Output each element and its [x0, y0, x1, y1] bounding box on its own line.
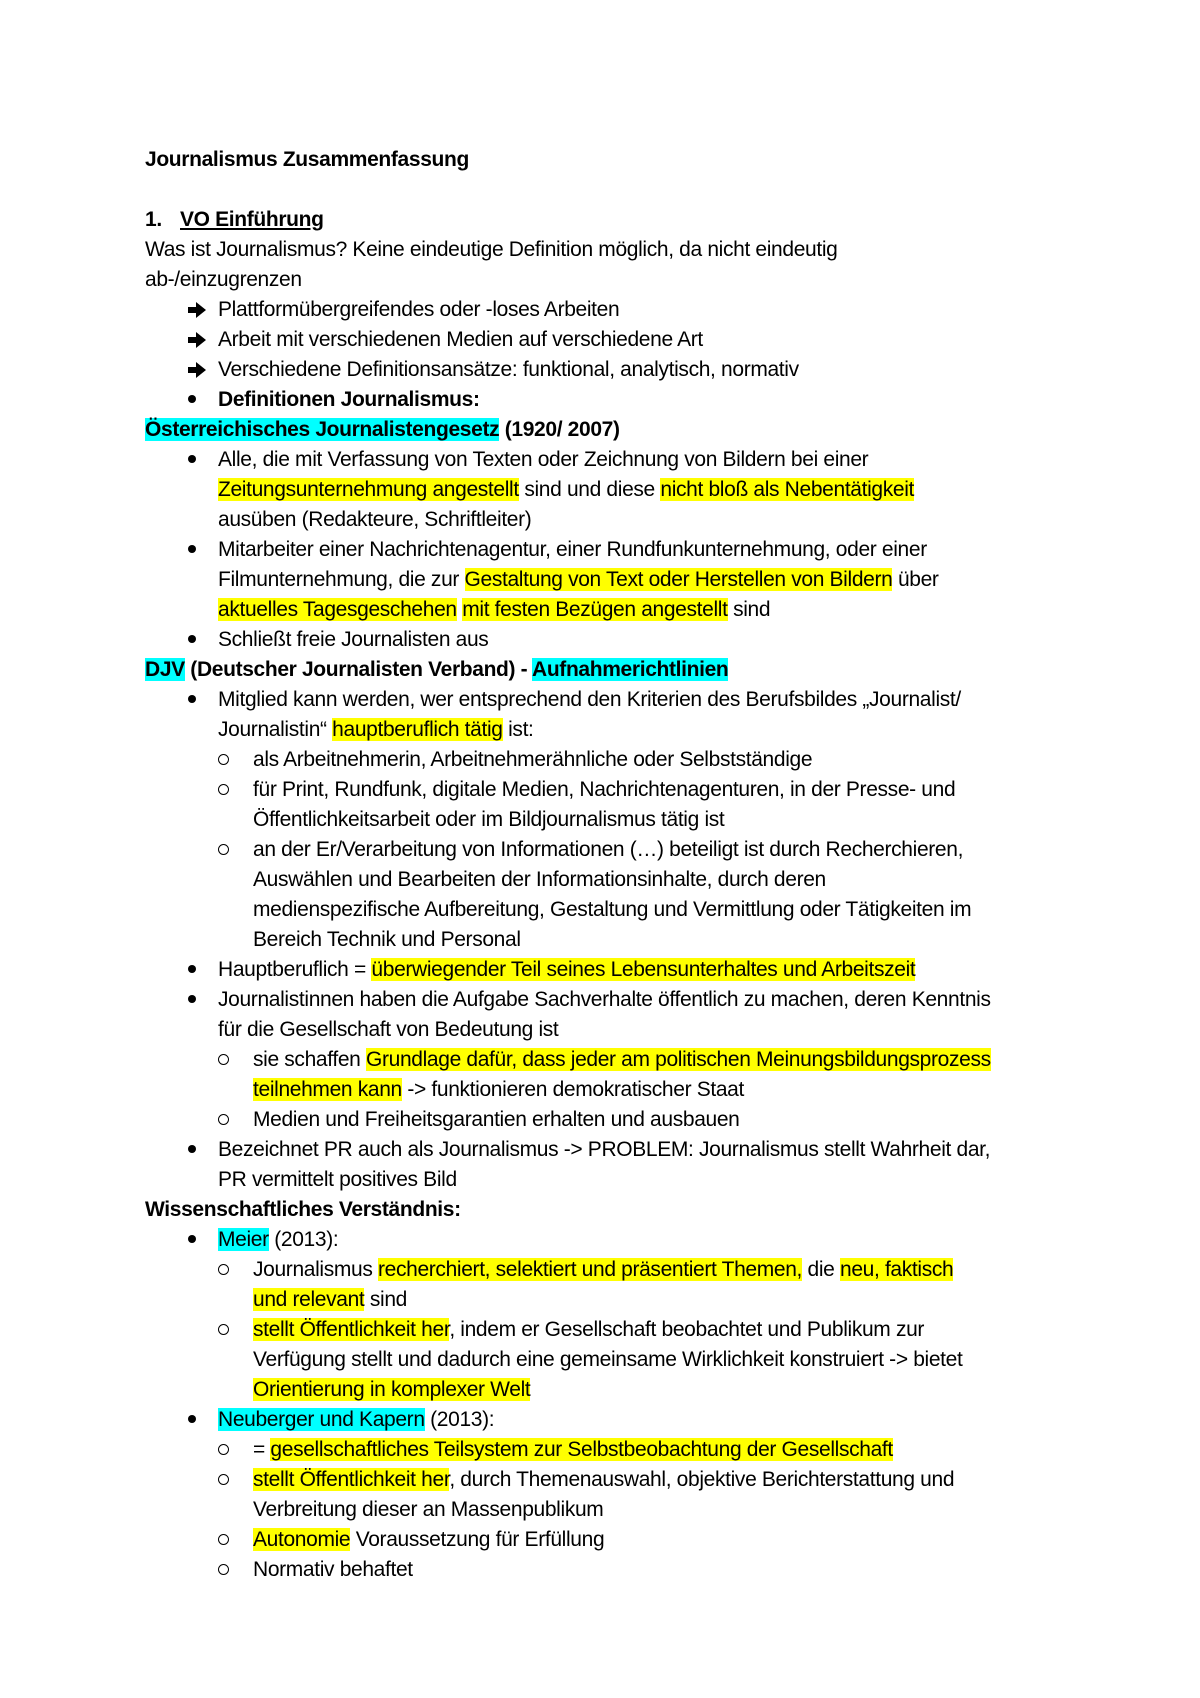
bullet-icon — [188, 965, 196, 973]
intro-line: ab-/einzugrenzen — [145, 268, 302, 291]
intro-line: Was ist Journalismus? Keine eindeutige Definition möglich, da nicht eindeutig — [145, 238, 838, 261]
sub-item-text: Medien und Freiheitsgarantien erhalten und ausbauen — [253, 1108, 740, 1131]
list-item-text: Neuberger und Kapern (2013): — [218, 1408, 495, 1431]
djv-heading: DJV (Deutscher Journalisten Verband) - Aufnahmerichtlinien — [145, 658, 729, 681]
sub-item-text: Öffentlichkeitsarbeit oder im Bildjournalismus tätig ist — [253, 808, 725, 831]
sub-bullet-icon — [218, 1054, 229, 1065]
sub-bullet-icon — [218, 1474, 229, 1485]
sub-item-text: stellt Öffentlichkeit her, indem er Gesellschaft beobachtet und Publikum zur — [253, 1318, 925, 1341]
bullet-icon — [188, 1145, 196, 1153]
wissenschaft-heading: Wissenschaftliches Verständnis: — [145, 1198, 461, 1221]
sub-bullet-icon — [218, 1444, 229, 1455]
sub-bullet-icon — [218, 1264, 229, 1275]
sub-bullet-icon — [218, 784, 229, 795]
list-item-text: PR vermittelt positives Bild — [218, 1168, 457, 1191]
definitionen-label: Definitionen Journalismus: — [218, 388, 480, 411]
list-item-text: ausüben (Redakteure, Schriftleiter) — [218, 508, 532, 531]
section-number: 1. — [145, 208, 162, 231]
sub-bullet-icon — [218, 1114, 229, 1125]
sub-item-text: und relevant sind — [253, 1288, 407, 1311]
arrow-bullet-icon — [187, 325, 207, 355]
bullet-icon — [188, 995, 196, 1003]
sub-item-text: an der Er/Verarbeitung von Informationen (…) beteiligt ist durch Recherchieren, — [253, 838, 964, 861]
bullet-icon — [188, 695, 196, 703]
arrow-list-item: Arbeit mit verschiedenen Medien auf verschiedene Art — [218, 328, 703, 351]
arrow-bullet-icon — [187, 355, 207, 385]
sub-item-text: Orientierung in komplexer Welt — [253, 1378, 531, 1401]
list-item-text: Mitglied kann werden, wer entsprechend den Kriterien des Berufsbildes „Journalist/ — [218, 688, 961, 711]
sub-item-text: Journalismus recherchiert, selektiert und präsentiert Themen, die neu, faktisch — [253, 1258, 954, 1281]
list-item-text: Meier (2013): — [218, 1228, 339, 1251]
sub-bullet-icon — [218, 1534, 229, 1545]
list-item-text: Schließt freie Journalisten aus — [218, 628, 489, 651]
bullet-icon — [188, 395, 196, 403]
bullet-icon — [188, 1235, 196, 1243]
arrow-bullet-icon — [187, 295, 207, 325]
list-item-text: Mitarbeiter einer Nachrichtenagentur, einer Rundfunkunternehmung, oder einer — [218, 538, 927, 561]
list-item-text: für die Gesellschaft von Bedeutung ist — [218, 1018, 559, 1041]
oesterreich-heading: Österreichisches Journalistengesetz (1920/ 2007) — [145, 418, 620, 441]
arrow-list-item: Verschiedene Definitionsansätze: funktional, analytisch, normativ — [218, 358, 799, 381]
sub-item-text: Normativ behaftet — [253, 1558, 413, 1581]
sub-bullet-icon — [218, 844, 229, 855]
sub-item-text: Autonomie Voraussetzung für Erfüllung — [253, 1528, 605, 1551]
bullet-icon — [188, 455, 196, 463]
sub-bullet-icon — [218, 1324, 229, 1335]
bullet-icon — [188, 635, 196, 643]
list-item-text: Bezeichnet PR auch als Journalismus -> PROBLEM: Journalismus stellt Wahrheit dar, — [218, 1138, 991, 1161]
list-item-text: aktuelles Tagesgeschehen mit festen Bezügen angestellt sind — [218, 598, 771, 621]
sub-item-text: sie schaffen Grundlage dafür, dass jeder am politischen Meinungsbildungsprozess — [253, 1048, 991, 1071]
sub-item-text: stellt Öffentlichkeit her, durch Themenauswahl, objektive Berichterstattung und — [253, 1468, 955, 1491]
list-item-text: Hauptberuflich = überwiegender Teil seines Lebensunterhaltes und Arbeitszeit — [218, 958, 916, 981]
list-item-text: Filmunternehmung, die zur Gestaltung von Text oder Herstellen von Bildern über — [218, 568, 939, 591]
sub-item-text: Auswählen und Bearbeiten der Informationsinhalte, durch deren — [253, 868, 826, 891]
sub-item-text: = gesellschaftliches Teilsystem zur Selbstbeobachtung der Gesellschaft — [253, 1438, 893, 1461]
sub-bullet-icon — [218, 1564, 229, 1575]
sub-item-text: für Print, Rundfunk, digitale Medien, Nachrichtenagenturen, in der Presse- und — [253, 778, 956, 801]
sub-item-text: medienspezifische Aufbereitung, Gestaltung und Vermittlung oder Tätigkeiten im — [253, 898, 972, 921]
sub-item-text: teilnehmen kann -> funktionieren demokratischer Staat — [253, 1078, 744, 1101]
bullet-icon — [188, 1415, 196, 1423]
section-heading: VO Einführung — [180, 208, 324, 231]
sub-item-text: Verfügung stellt und dadurch eine gemeinsame Wirklichkeit konstruiert -> bietet — [253, 1348, 963, 1371]
bullet-icon — [188, 545, 196, 553]
sub-item-text: Bereich Technik und Personal — [253, 928, 521, 951]
list-item-text: Alle, die mit Verfassung von Texten oder Zeichnung von Bildern bei einer — [218, 448, 869, 471]
sub-bullet-icon — [218, 754, 229, 765]
sub-item-text: Verbreitung dieser an Massenpublikum — [253, 1498, 604, 1521]
list-item-text: Zeitungsunternehmung angestellt sind und diese nicht bloß als Nebentätigkeit — [218, 478, 915, 501]
list-item-text: Journalistin“ hauptberuflich tätig ist: — [218, 718, 534, 741]
arrow-list-item: Plattformübergreifendes oder -loses Arbeiten — [218, 298, 620, 321]
sub-item-text: als Arbeitnehmerin, Arbeitnehmerähnliche oder Selbstständige — [253, 748, 813, 771]
list-item-text: Journalistinnen haben die Aufgabe Sachverhalte öffentlich zu machen, deren Kenntnis — [218, 988, 991, 1011]
document-title: Journalismus Zusammenfassung — [145, 148, 469, 171]
